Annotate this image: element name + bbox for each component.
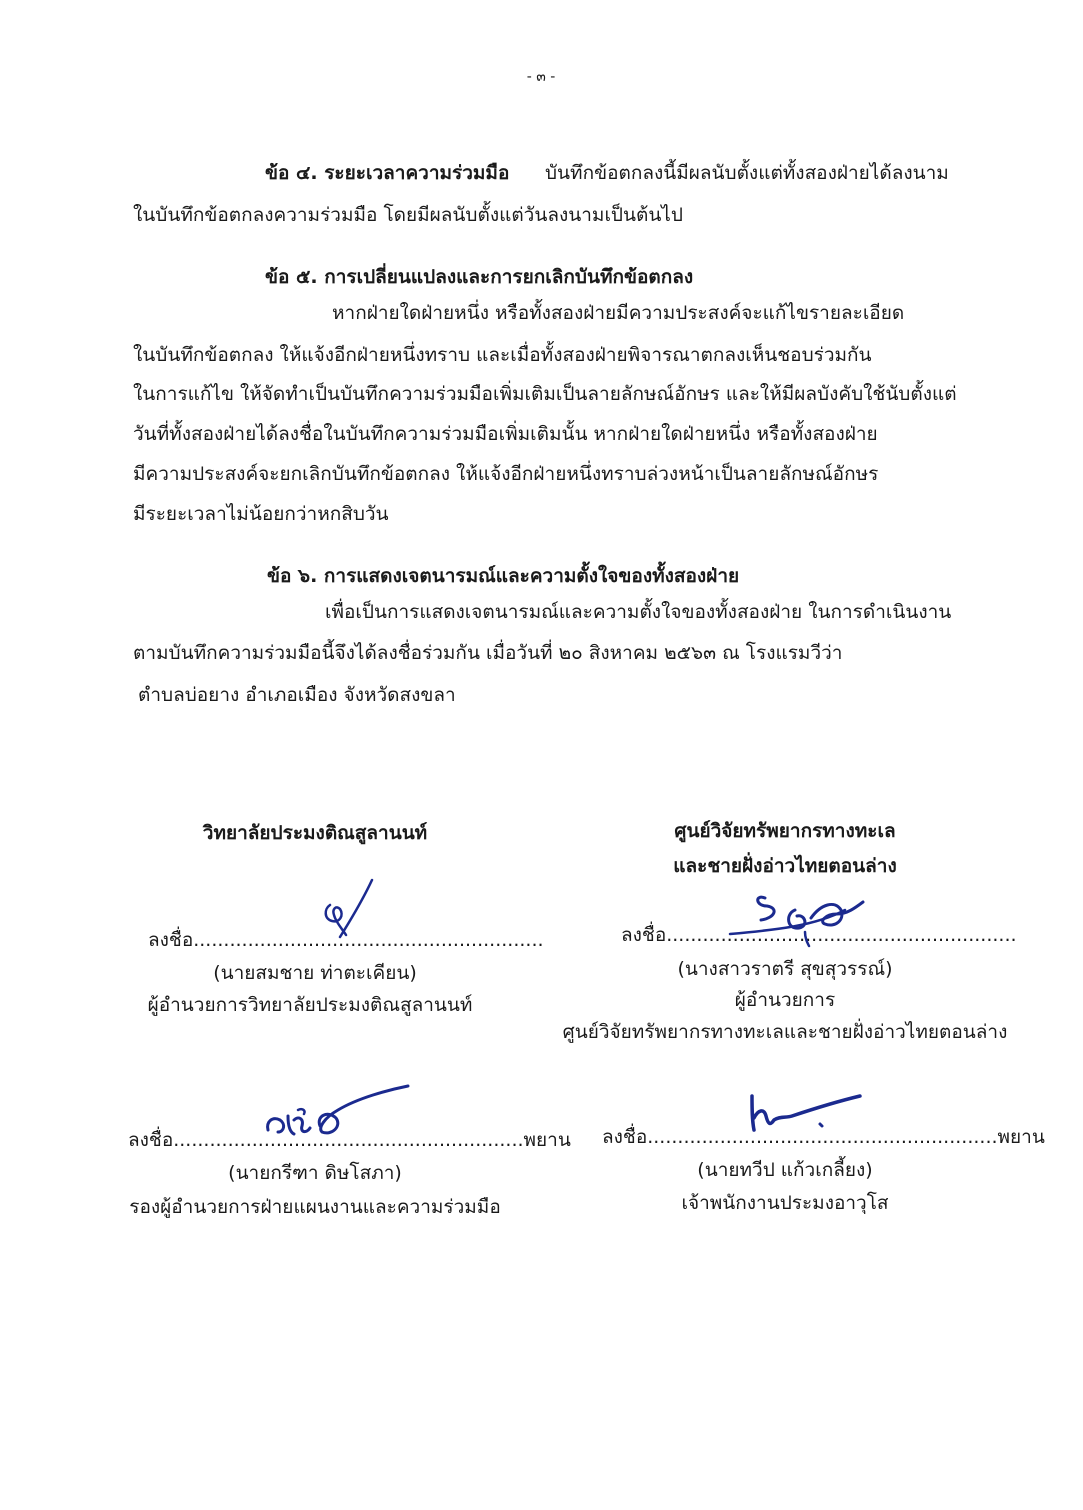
right-party-signature <box>725 880 885 960</box>
right-witness-signature <box>740 1090 870 1140</box>
right-party-position-line2: ศูนย์วิจัยทรัพยากรทางทะเลและชายฝั่งอ่าวไทยตอนล่าง <box>562 1021 1008 1043</box>
left-witness-name: (นายกรีฑา ดิษโสภา) <box>228 1162 402 1184</box>
left-party-signature <box>310 875 390 945</box>
clause5-text-line: ในการแก้ไข ให้จัดทำเป็นบันทึกความร่วมมือเพิ่มเติมเป็นลายลักษณ์อักษร และให้มีผลบังคับใช้นับตั้งแต่ <box>133 383 957 405</box>
right-witness-name: (นายทวีป แก้วเกลี้ยง) <box>697 1159 873 1181</box>
clause5-text-line: มีระยะเวลาไม่น้อยกว่าหกสิบวัน <box>133 503 389 525</box>
left-party-name: (นายสมชาย ท่าตะเคียน) <box>213 962 417 984</box>
left-party-org: วิทยาลัยประมงติณสูลานนท์ <box>202 822 428 844</box>
clause5-text-line: มีความประสงค์จะยกเลิกบันทึกข้อตกลง ให้แจ้งอีกฝ่ายหนึ่งทราบล่วงหน้าเป็นลายลักษณ์อักษร <box>133 463 879 485</box>
right-party-name: (นางสาวราตรี สุขสุวรรณ์) <box>677 958 893 980</box>
clause6-text-line: ตำบลบ่อยาง อำเภอเมือง จังหวัดสงขลา <box>138 684 456 706</box>
clause6-text-line: เพื่อเป็นการแสดงเจตนารมณ์และความตั้งใจของทั้งสองฝ่าย ในการดำเนินงาน <box>325 601 952 623</box>
clause5-text-line: ในบันทึกข้อตกลง ให้แจ้งอีกฝ่ายหนึ่งทราบ และเมื่อทั้งสองฝ่ายพิจารณาตกลงเห็นชอบร่วมกัน <box>133 344 872 366</box>
left-witness-signature <box>258 1080 418 1150</box>
left-witness-sign-line: ลงชื่อ..........................................................พยาน <box>128 1129 571 1151</box>
clause5-heading: ข้อ ๕. การเปลี่ยนแปลงและการยกเลิกบันทึกข้อตกลง <box>265 266 694 288</box>
clause4-text-line1: บันทึกข้อตกลงนี้มีผลนับตั้งแต่ทั้งสองฝ่ายได้ลงนาม <box>545 162 949 184</box>
right-party-position-line1: ผู้อำนวยการ <box>734 989 836 1011</box>
right-party-sign-line: ลงชื่อ.......................................................... <box>621 924 1017 946</box>
right-witness-position: เจ้าพนักงานประมงอาวุโส <box>681 1192 889 1214</box>
page-number: - ๓ - <box>526 69 556 85</box>
clause6-heading: ข้อ ๖. การแสดงเจตนารมณ์และความตั้งใจของทั้งสองฝ่าย <box>267 565 740 587</box>
left-party-sign-line: ลงชื่อ.......................................................... <box>148 929 544 951</box>
clause5-text-line: วันที่ทั้งสองฝ่ายได้ลงชื่อในบันทึกความร่วมมือเพิ่มเติมนั้น หากฝ่ายใดฝ่ายหนึ่ง หรือทั้งสองฝ่าย <box>133 423 878 445</box>
left-party-position: ผู้อำนวยการวิทยาลัยประมงติณสูลานนท์ <box>147 994 473 1016</box>
right-party-org-line1: ศูนย์วิจัยทรัพยากรทางทะเล <box>674 820 896 842</box>
right-witness-sign-line: ลงชื่อ..........................................................พยาน <box>602 1126 1045 1148</box>
left-witness-position: รองผู้อำนวยการฝ่ายแผนงานและความร่วมมือ <box>129 1196 501 1218</box>
clause5-text-line: หากฝ่ายใดฝ่ายหนึ่ง หรือทั้งสองฝ่ายมีความประสงค์จะแก้ไขรายละเอียด <box>332 302 905 324</box>
clause4-text-line2: ในบันทึกข้อตกลงความร่วมมือ โดยมีผลนับตั้งแต่วันลงนามเป็นต้นไป <box>133 204 683 226</box>
clause4-heading: ข้อ ๔. ระยะเวลาความร่วมมือ <box>265 162 510 184</box>
right-party-org-line2: และชายฝั่งอ่าวไทยตอนล่าง <box>673 855 897 877</box>
clause6-text-line: ตามบันทึกความร่วมมือนี้จึงได้ลงชื่อร่วมกัน เมื่อวันที่ ๒๐ สิงหาคม ๒๕๖๓ ณ โรงแรมวีว่า <box>133 642 843 664</box>
